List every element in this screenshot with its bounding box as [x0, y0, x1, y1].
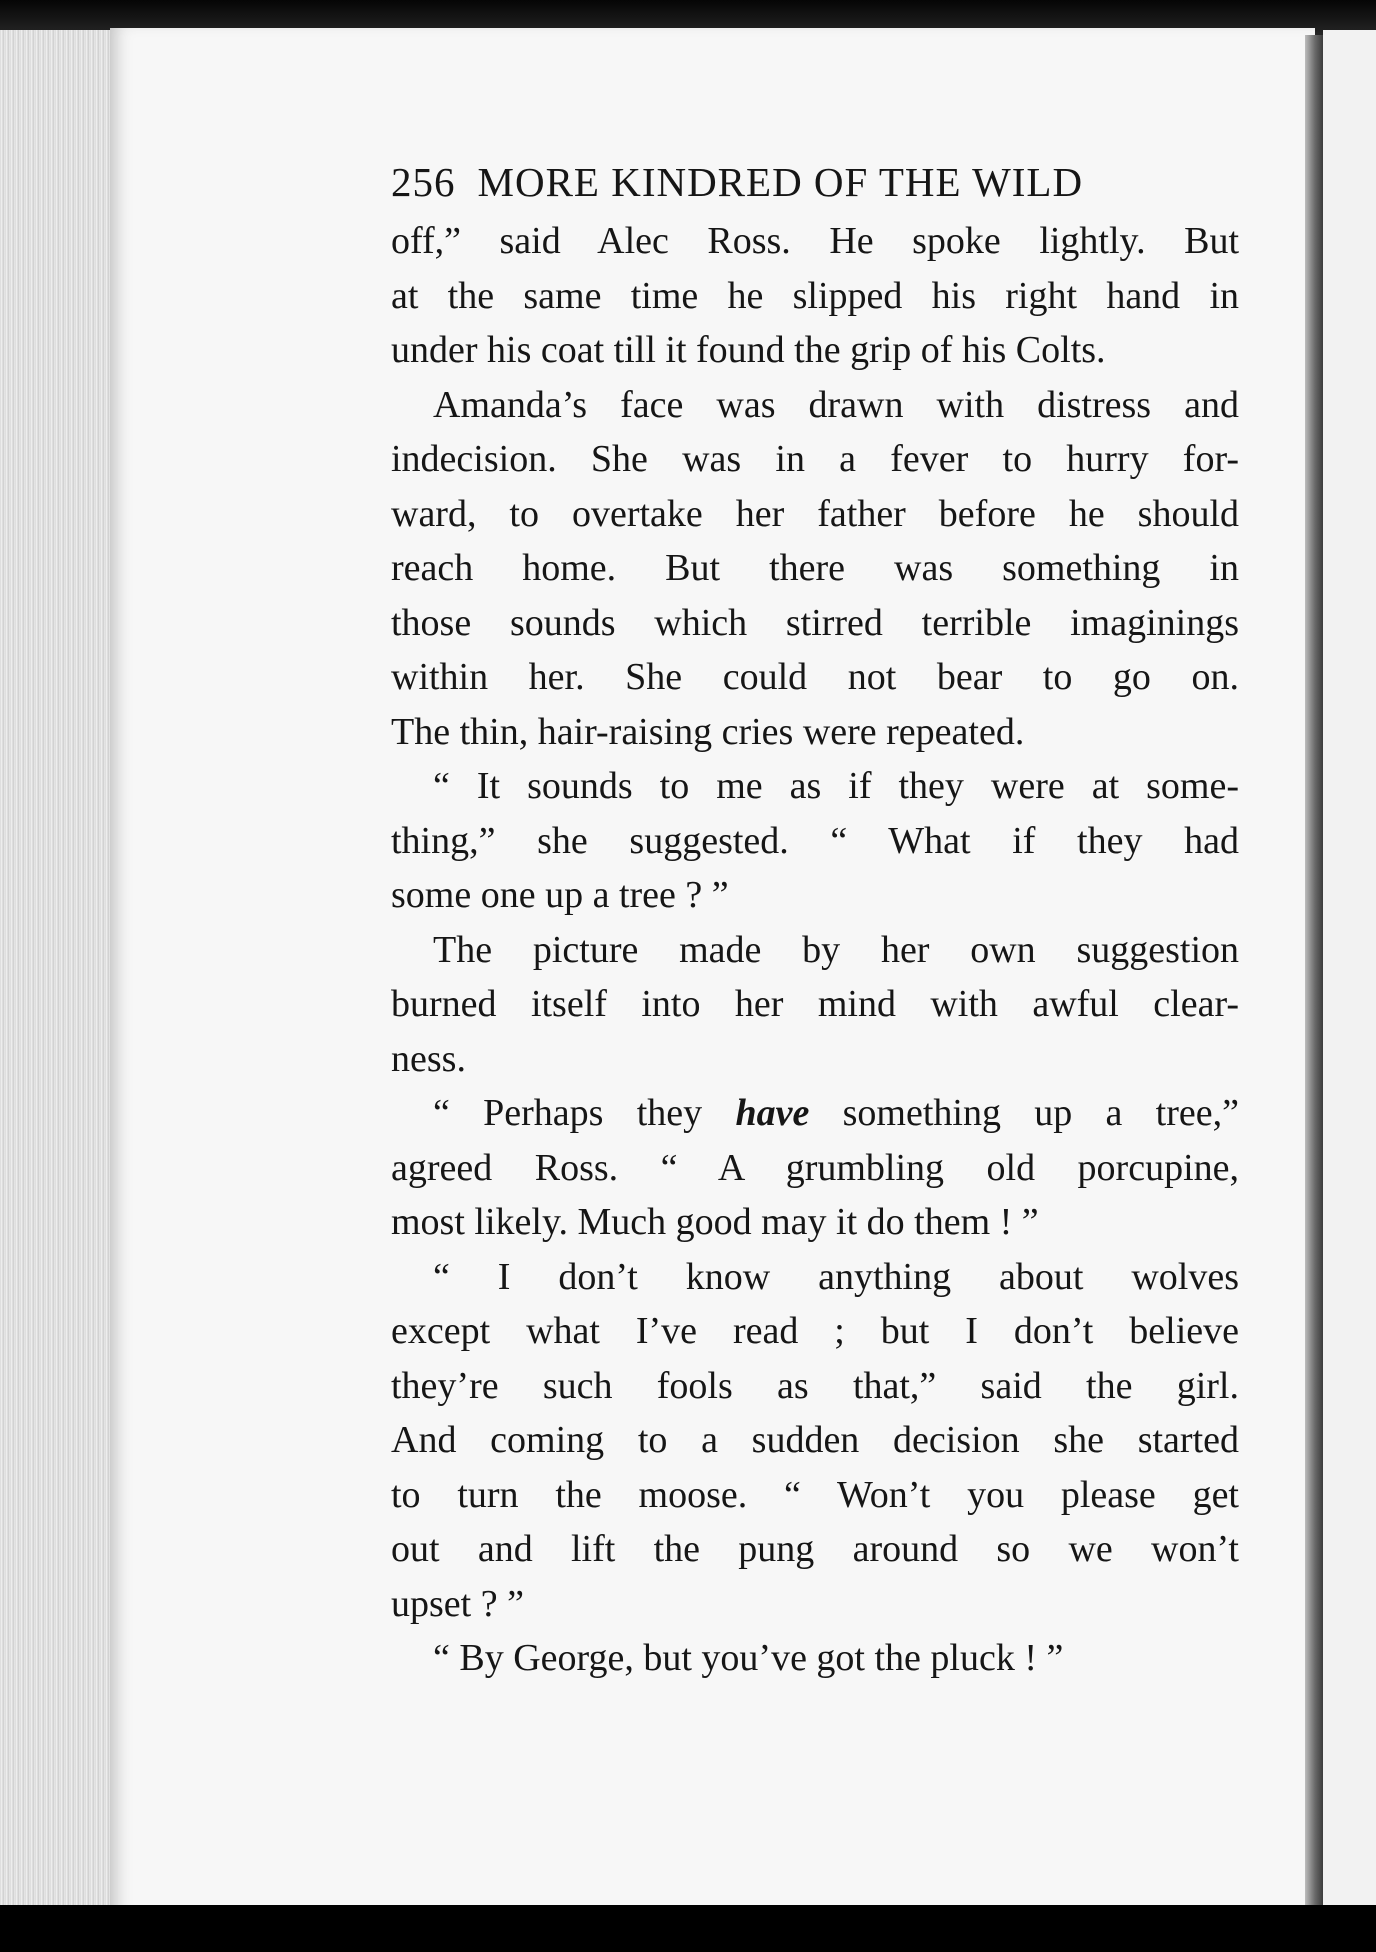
book-gutter-edge	[1305, 35, 1323, 1915]
text-line: ness.	[391, 1037, 466, 1080]
text-line: under his coat till it found the grip of his Colts.	[391, 329, 1106, 371]
page-text	[391, 152, 1239, 1686]
text-line: ward, to overtake her father before he should	[391, 492, 1239, 535]
text-line: burned itself into her mind with awful clear-	[391, 983, 1239, 1025]
text-line: agreed Ross. “ A grumbling old porcupine,	[391, 1146, 1239, 1189]
text-line: Amanda’s face was drawn with distress and	[433, 383, 1239, 426]
emphasis-word: have	[735, 1092, 810, 1134]
page-number: 256	[391, 159, 456, 205]
text-line: The picture made by her own suggestion	[433, 928, 1239, 971]
text-line: reach home. But there was something in	[391, 547, 1239, 589]
text-run: something up a tree,”	[809, 1092, 1239, 1134]
text-line: most likely. Much good may it do them ! ”	[391, 1201, 1039, 1243]
book-page-stack	[0, 30, 125, 1910]
text-line: except what I’ve read ; but I don’t believe	[391, 1310, 1239, 1352]
text-line: “ I don’t know anything about wolves	[433, 1255, 1239, 1298]
text-line: those sounds which stirred terrible imaginings	[391, 601, 1239, 644]
text-line: indecision. She was in a fever to hurry for-	[391, 438, 1239, 480]
text-run: “ Perhaps they	[433, 1092, 736, 1134]
text-line: out and lift the pung around so we won’t	[391, 1528, 1239, 1570]
facing-page-edge	[1323, 30, 1376, 1915]
text-line: And coming to a sudden decision she started	[391, 1419, 1239, 1461]
running-title: MORE KINDRED OF THE WILD	[477, 159, 1084, 205]
text-line: they’re such fools as that,” said the girl.	[391, 1364, 1239, 1407]
text-line: “ It sounds to me as if they were at some-	[433, 765, 1239, 807]
text-line	[391, 1086, 1239, 1141]
text-line: some one up a tree ? ”	[391, 874, 729, 916]
text-line: “ By George, but you’ve got the pluck ! ”	[433, 1637, 1064, 1679]
text-line: upset ? ”	[391, 1582, 524, 1625]
text-line: within her. She could not bear to go on.	[391, 656, 1239, 698]
running-header	[391, 152, 1239, 212]
text-line: off,” said Alec Ross. He spoke lightly. But	[391, 220, 1239, 262]
text-line: thing,” she suggested. “ What if they had	[391, 819, 1239, 862]
text-line: to turn the moose. “ Won’t you please get	[391, 1473, 1239, 1516]
text-line: The thin, hair-raising cries were repeated.	[391, 710, 1025, 753]
text-line: at the same time he slipped his right hand in	[391, 274, 1239, 317]
scan-bottom-shadow	[0, 1905, 1376, 1952]
